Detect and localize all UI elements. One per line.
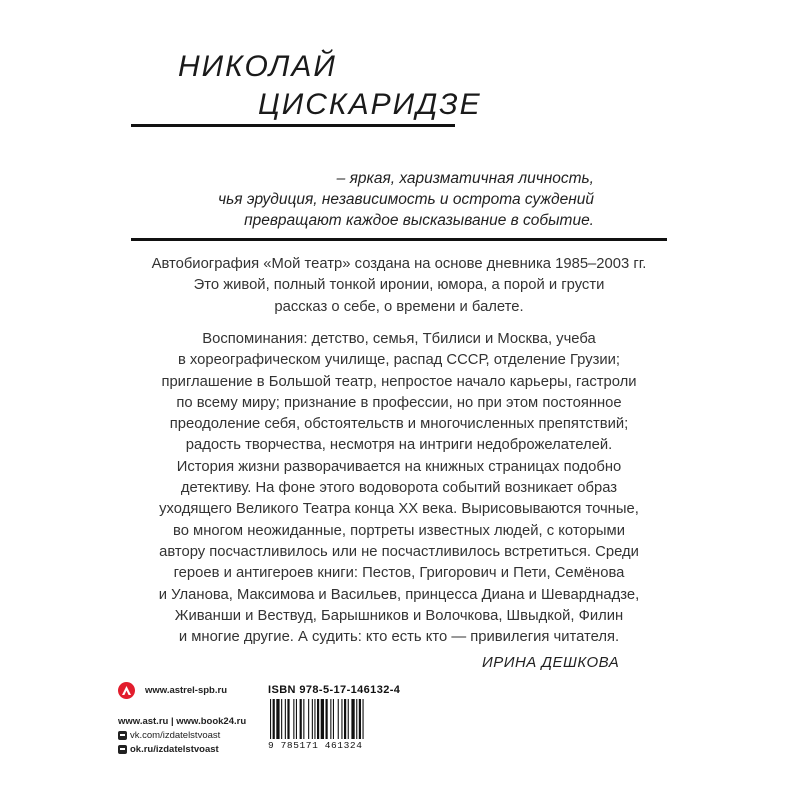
barcode-bar — [312, 699, 313, 739]
barcode-bar — [300, 699, 302, 739]
barcode-bar — [296, 699, 297, 739]
barcode-bar — [308, 699, 309, 739]
author-quote — [150, 168, 594, 231]
barcode-bar — [348, 699, 349, 739]
author-name — [178, 48, 482, 124]
text-line: уходящего Великого Театра конца XX века. Вырисовываются точные, — [159, 501, 639, 518]
description-paragraph-2 — [118, 329, 680, 648]
text-line: и Уланова, Максимова и Васильев, принцесса Диана и Шеварднадзе, — [158, 586, 640, 603]
text-line: Живанши и Вествуд, Барышников и Волочкова, Швыдкой, Филин — [174, 607, 624, 624]
publisher-info — [118, 680, 268, 756]
barcode-bar — [314, 699, 315, 739]
barcode-bar — [351, 699, 354, 739]
publisher-logo-row — [118, 680, 268, 700]
text-line: по всему миру; признание в профессии, но при этом постоянное — [176, 394, 622, 411]
barcode-bar — [276, 699, 279, 739]
barcode-bar — [287, 699, 289, 739]
barcode-bar — [330, 699, 331, 739]
quote-line: чья эрудиция, независимость и острота суждений — [218, 191, 594, 208]
text-line: преодоление себя, обстоятельств и многочисленных препятствий; — [169, 416, 629, 433]
isbn-block — [268, 684, 418, 751]
barcode-bar — [281, 699, 282, 739]
barcode-bar — [341, 699, 342, 739]
barcode-bar — [303, 699, 304, 739]
text-line: Воспоминания: детство, семья, Тбилиси и Москва, учеба — [202, 331, 596, 347]
quote-line: превращают каждое высказывание в событие. — [244, 212, 594, 229]
barcode-bar — [356, 699, 357, 739]
text-line: Автобиография «Мой театр» создана на основе дневника 1985–2003 гг. — [151, 256, 647, 272]
barcode-bar — [293, 699, 294, 739]
middle-divider — [131, 238, 667, 241]
author-last-name: ЦИСКАРИДЗЕ — [258, 88, 482, 121]
barcode-bar — [285, 699, 286, 739]
text-line: героев и антигероев книги: Пестов, Григорович и Пети, Семёнова — [173, 565, 625, 582]
barcode-bar — [333, 699, 334, 739]
top-divider — [131, 124, 455, 127]
description-paragraph-1 — [118, 254, 680, 318]
barcode-bar — [317, 699, 319, 739]
text-line: автору посчастливилось или не посчастливилось встретиться. Среди — [159, 543, 639, 560]
reviewer-signature: ИРИНА ДЕШКОВА — [482, 654, 620, 671]
barcode-bar — [270, 699, 271, 739]
barcode-bar — [273, 699, 275, 739]
ok-link[interactable]: ok.ru/izdatelstvoast — [130, 743, 219, 755]
barcode-bar — [326, 699, 328, 739]
text-line: рассказ о себе, о времени и балете. — [274, 298, 524, 315]
barcode-bar — [344, 699, 346, 739]
author-first-name: НИКОЛАЙ — [178, 50, 337, 83]
barcode-bar — [338, 699, 339, 739]
text-line: детективу. На фоне этого водоворота событий возникает образ — [180, 480, 618, 497]
barcode-digits: 9 785171 461324 — [268, 740, 363, 751]
astrel-logo-icon — [118, 682, 135, 699]
isbn-label: ISBN 978-5-17-146132-4 — [268, 684, 401, 696]
vk-link-row — [118, 728, 268, 742]
ok-icon — [118, 745, 127, 754]
text-line: радость творчества, несмотря на интриги недоброжелателей. — [185, 437, 613, 454]
barcode-bar — [363, 699, 364, 739]
vk-link[interactable]: vk.com/izdatelstvoast — [130, 729, 221, 741]
text-line: во многом неожиданные, портреты известных людей, с которыми — [173, 522, 625, 539]
text-line: в хореографическом училище, распад СССР, отделение Грузии; — [177, 352, 621, 369]
text-line: История жизни разворачивается на книжных страницах подобно — [176, 458, 622, 475]
text-line: и многие другие. А судить: кто есть кто — привилегия читателя. — [178, 629, 620, 646]
quote-line: – яркая, харизматичная личность, — [336, 170, 594, 187]
barcode-bars — [268, 699, 408, 739]
text-line: Это живой, полный тонкой иронии, юмора, а порой и грусти — [193, 277, 605, 294]
barcode-bar — [321, 699, 324, 739]
barcode-bar — [359, 699, 361, 739]
publisher-links[interactable]: www.ast.ru | www.book24.ru — [118, 715, 247, 727]
barcode — [268, 699, 418, 739]
ok-link-row — [118, 742, 268, 756]
text-line: приглашение в Большой театр, непростое начало карьеры, гастроли — [161, 373, 637, 390]
vk-icon — [118, 731, 127, 740]
publisher-site-link[interactable]: www.astrel-spb.ru — [145, 684, 227, 696]
